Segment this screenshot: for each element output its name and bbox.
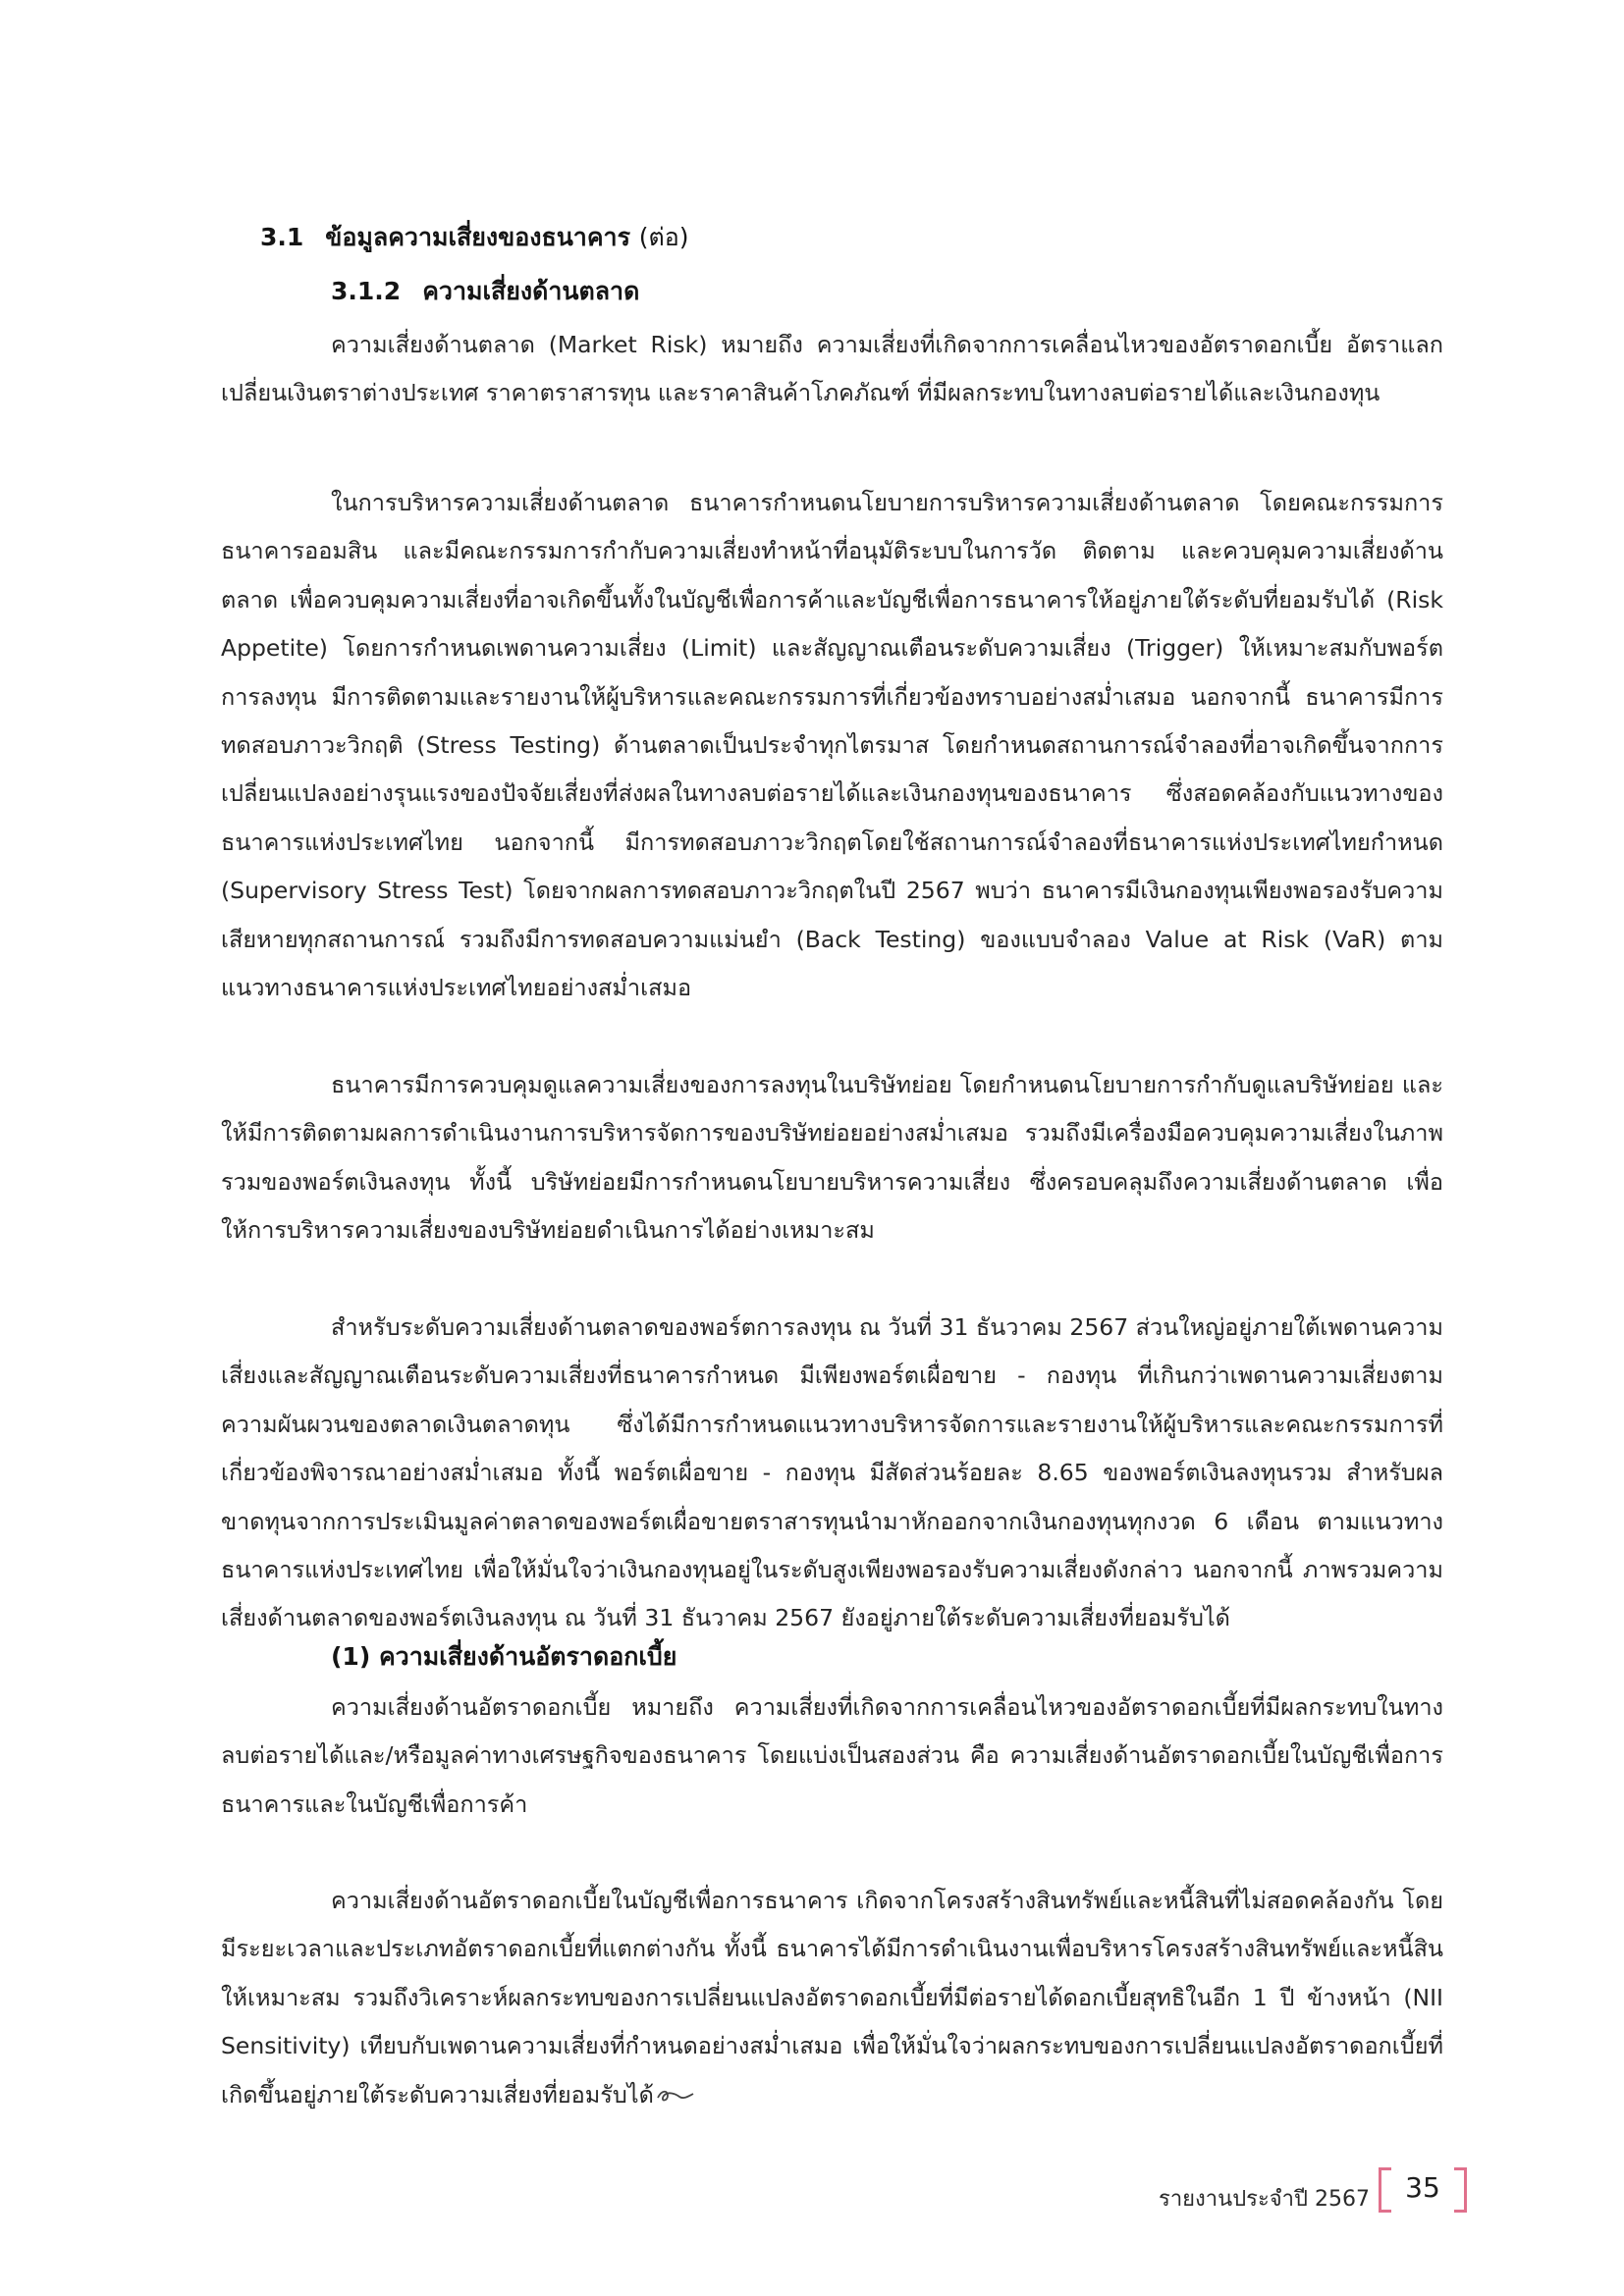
paragraph-interest-rate-risk-definition: ความเสี่ยงด้านอัตราดอกเบี้ย หมายถึง ความเสี่ยงที่เกิดจากการเคลื่อนไหวของอัตราดอกเบี้ยที่มีผลกระทบในทางลบต่อรายได้และ/หรือมูลค่าทางเศรษฐกิจของธนาคาร โดยแบ่งเป็นสองส่วน คือ ความเสี่ยงด้านอัตราดอกเบี้ยในบัญชีเพื่อการธนาคารและในบัญชีเพื่อการค้า bbox=[221, 1693, 1443, 1818]
paragraph-market-risk-management: ในการบริหารความเสี่ยงด้านตลาด ธนาคารกำหนดนโยบายการบริหารความเสี่ยงด้านตลาด โดยคณะกรรมการธนาคารออมสิน และมีคณะกรรมการกำกับความเสี่ยงทำหน้าที่อนุมัติระบบในการวัด ติดตาม และควบคุมความเสี่ยงด้านตลาด เพื่อควบคุมความเสี่ยงที่อาจเกิดขึ้นทั้งในบัญชีเพื่อการค้าและบัญชีเพื่อการธนาคารให้อยู่ภายใต้ระดับที่ยอมรับได้ (Risk Appetite) โดยการกำหนดเพดานความเสี่ยง (Limit) และสัญญาณเตือนระดับความเสี่ยง (Trigger) ให้เหมาะสมกับพอร์ตการลงทุน มีการติดตามและรายงานให้ผู้บริหารและคณะกรรมการที่เกี่ยวข้องทราบอย่างสม่ำเสมอ นอกจากนี้ ธนาคารมีการทดสอบภาวะวิกฤติ (Stress Testing) ด้านตลาดเป็นประจำทุกไตรมาส โดยกำหนดสถานการณ์จำลองที่อาจเกิดขึ้นจากการเปลี่ยนแปลงอย่างรุนแรงของปัจจัยเสี่ยงที่ส่งผลในทางลบต่อรายได้และเงินกองทุนของธนาคาร ซึ่งสอดคล้องกับแนวทางของธนาคารแห่งประเทศไทย นอกจากนี้ มีการทดสอบภาวะวิกฤตโดยใช้สถานการณ์จำลองที่ธนาคารแห่งประเทศไทยกำหนด (Supervisory Stress Test) โดยจากผลการทดสอบภาวะวิกฤตในปี 2567 พบว่า ธนาคารมีเงินกองทุนเพียงพอรองรับความเสียหายทุกสถานการณ์ รวมถึงมีการทดสอบความแม่นยำ (Back Testing) ของแบบจำลอง Value at Risk (VaR) ตามแนวทางธนาคารแห่งประเทศไทยอย่างสม่ำเสมอ bbox=[221, 489, 1443, 1002]
section-title: ข้อมูลความเสี่ยงของธนาคาร bbox=[325, 223, 631, 251]
footer-report-label: รายงานประจำปี 2567 bbox=[1159, 2187, 1370, 2212]
subsection-number: 3.1.2 bbox=[331, 277, 402, 305]
handwritten-mark-icon bbox=[656, 2086, 695, 2106]
subsection-title: ความเสี่ยงด้านตลาด bbox=[422, 277, 640, 305]
item-heading: (1) ความเสี่ยงด้านอัตราดอกเบี้ย bbox=[331, 1642, 677, 1671]
page-number: 35 bbox=[1405, 2171, 1440, 2204]
paragraph-banking-book-text: ความเสี่ยงด้านอัตราดอกเบี้ยในบัญชีเพื่อการธนาคาร เกิดจากโครงสร้างสินทรัพย์และหนี้สินที่ไม่สอดคล้องกัน โดยมีระยะเวลาและประเภทอัตราดอกเบี้ยที่แตกต่างกัน ทั้งนี้ ธนาคารได้มีการดำเนินงานเพื่อบริหารโครงสร้างสินทรัพย์และหนี้สินให้เหมาะสม รวมถึงวิเคราะห์ผลกระทบของการเปลี่ยนแปลงอัตราดอกเบี้ยที่มีต่อรายได้ดอกเบี้ยสุทธิในอีก 1 ปี ข้างหน้า (NII Sensitivity) เทียบกับเพดานความเสี่ยงที่กำหนดอย่างสม่ำเสมอ เพื่อให้มั่นใจว่าผลกระทบของการเปลี่ยนแปลงอัตราดอกเบี้ยที่เกิดขึ้นอยู่ภายใต้ระดับความเสี่ยงที่ยอมรับได้ bbox=[221, 1887, 1443, 2109]
paragraph-portfolio-risk-level: สำหรับระดับความเสี่ยงด้านตลาดของพอร์ตการลงทุน ณ วันที่ 31 ธันวาคม 2567 ส่วนใหญ่อยู่ภายใต้เพดานความเสี่ยงและสัญญาณเตือนระดับความเสี่ยงที่ธนาคารกำหนด มีเพียงพอร์ตเผื่อขาย - กองทุน ที่เกินกว่าเพดานความเสี่ยงตามความผันผวนของตลาดเงินตลาดทุน ซึ่งได้มีการกำหนดแนวทางบริหารจัดการและรายงานให้ผู้บริหารและคณะกรรมการที่เกี่ยวข้องพิจารณาอย่างสม่ำเสมอ ทั้งนี้ พอร์ตเผื่อขาย - กองทุน มีสัดส่วนร้อยละ 8.65 ของพอร์ตเงินลงทุนรวม สำหรับผลขาดทุนจากการประเมินมูลค่าตลาดของพอร์ตเผื่อขายตราสารทุนนำมาหักออกจากเงินกองทุนทุกงวด 6 เดือน ตามแนวทางธนาคารแห่งประเทศไทย เพื่อให้มั่นใจว่าเงินกองทุนอยู่ในระดับสูงเพียงพอรองรับความเสี่ยงดังกล่าว นอกจากนี้ ภาพรวมความเสี่ยงด้านตลาดของพอร์ตเงินลงทุน ณ วันที่ 31 ธันวาคม 2567 ยังอยู่ภายใต้ระดับความเสี่ยงที่ยอมรับได้ bbox=[221, 1313, 1443, 1632]
paragraph-market-risk-definition: ความเสี่ยงด้านตลาด (Market Risk) หมายถึง ความเสี่ยงที่เกิดจากการเคลื่อนไหวของอัตราดอกเบี้ย อัตราแลกเปลี่ยนเงินตราต่างประเทศ ราคาตราสารทุน และราคาสินค้าโภคภัณฑ์ ที่มีผลกระทบในทางลบต่อรายได้และเงินกองทุน bbox=[221, 331, 1443, 407]
section-number: 3.1 bbox=[260, 223, 304, 251]
section-suffix: (ต่อ) bbox=[638, 223, 689, 251]
subsection-heading bbox=[331, 272, 639, 311]
paragraph-banking-book-interest-rate-risk bbox=[221, 1877, 1443, 2119]
section-heading bbox=[260, 218, 689, 257]
paragraph-subsidiary-risk: ธนาคารมีการควบคุมดูแลความเสี่ยงของการลงทุนในบริษัทย่อย โดยกำหนดนโยบายการกำกับดูแลบริษัทย่อย และให้มีการติดตามผลการดำเนินงานการบริหารจัดการของบริษัทย่อยอย่างสม่ำเสมอ รวมถึงมีเครื่องมือควบคุมความเสี่ยงในภาพรวมของพอร์ตเงินลงทุน ทั้งนี้ บริษัทย่อยมีการกำหนดนโยบายบริหารความเสี่ยง ซึ่งครอบคลุมถึงความเสี่ยงด้านตลาด เพื่อให้การบริหารความเสี่ยงของบริษัทย่อยดำเนินการได้อย่างเหมาะสม bbox=[221, 1071, 1443, 1245]
